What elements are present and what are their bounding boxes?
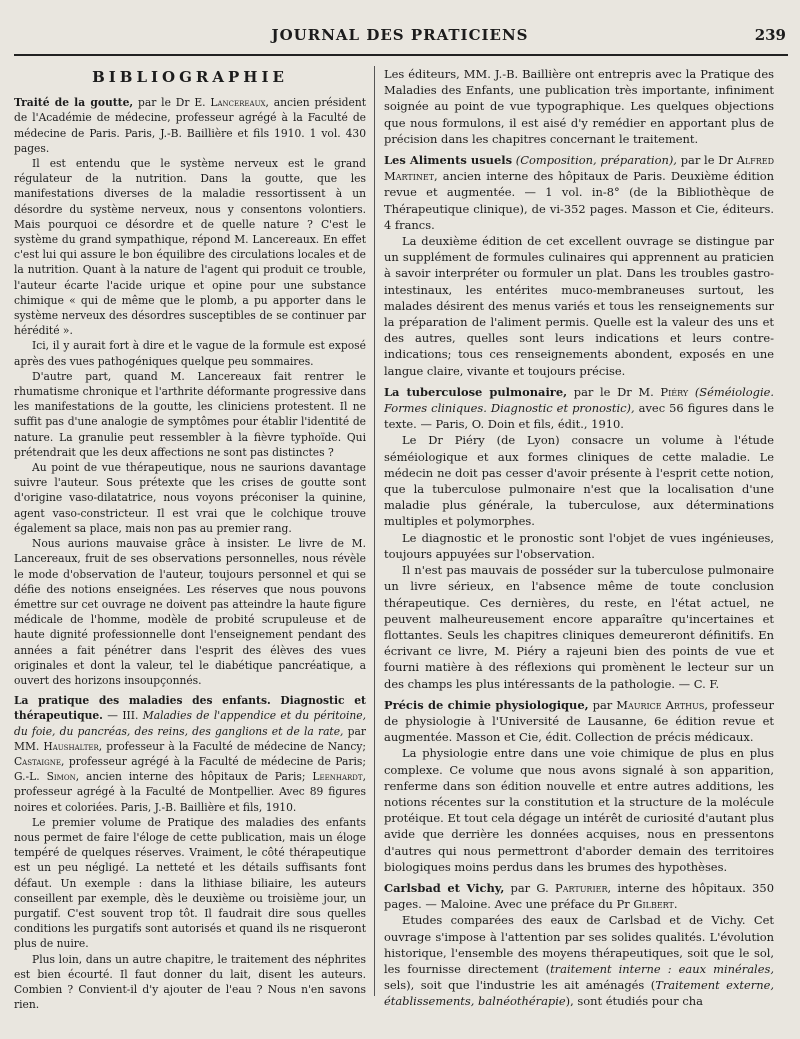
- review-paragraph: Le premier volume de Pratique des maladies des enfants nous permet de faire l'éloge de cette publication, mais un éloge tempéré de quelques réserves. Vraiment, le côté thérapeutique est un peu négligé. La netteté et les détails suffisants font défaut. Un exemple : dans la lithiase biliaire, les auteurs conseillent par exemple, dès le deuxième ou troisième jour, un purgatif. C'est souvent trop tôt. Il faudrait dire sous quelles conditions les purgatifs sont autorisés et quand ils ne risqueront plus de nuire.: [14, 815, 366, 951]
- author-name: Lancereaux,: [210, 96, 269, 110]
- review-paragraph: Il n'est pas mauvais de posséder sur la tuberculose pulmonaire un livre sérieux, en l'absence même de toute conclusion thérapeutique. Ces dernières, du reste, en l'état actuel, ne peuvent malheureusement encore apparaître qu'incertaines et flottantes. Seuls les chapitres cliniques demeureront définitifs. En écrivant ce livre, M. Piéry a rajeuni bien des points de vue et fourni matière à des réflexions qui promènent le lecteur sur un des champs les plus intéressants de la pathologie. — C. F.: [384, 563, 774, 691]
- review-paragraph: Le diagnostic et le pronostic sont l'objet de vues ingénieuses, toujours appuyées sur l'observation.: [384, 530, 774, 561]
- review-entry-heading: Carlsbad et Vichy, par G. Parturier, interne des hôpitaux. 350 pages. — Maloine. Avec une préface du Pr Gilbert.: [384, 880, 774, 912]
- review-paragraph: D'autre part, quand M. Lancereaux fait rentrer le rhumatisme chronique et l'arthrite déformante progressive dans les manifestations de la goutte, les cliniciens protestent. Il ne suffit pas d'une analogie de symptômes pour établir l'identité de nature. La granulie peut ressembler à la fièvre typhoïde. Qui prétendrait que les deux affections ne sont pas distinctes ?: [14, 369, 366, 459]
- column-separator: [374, 66, 375, 996]
- book-title: Précis de chimie physiologique,: [384, 697, 589, 712]
- author-name: Castaigne,: [14, 754, 65, 768]
- review-entry-heading: Les Aliments usuels (Composition, préparation), par le Dr Alfred Martinet, ancien interne des hôpitaux de Paris. Deuxième édition revue et augmentée. — 1 vol. in-8° (de la Bibliothèque de Thérapeutique clinique), de vi-352 pages. Masson et Cie, éditeurs. 4 francs.: [384, 153, 774, 232]
- author-name: Maurice Arthus,: [616, 697, 708, 712]
- book-title: La tuberculose pulmonaire,: [384, 384, 568, 399]
- review-paragraph: La physiologie entre dans une voie chimique de plus en plus complexe. Ce volume que nous avons signalé à son apparition, renferme dans son édition nouvelle et entre autres additions, les notions récentes sur la constitution et la structure de la molécule protéique. Et tout cela dégage un intérêt de curiosité d'autant plus avide que derrière les données acquises, nous en pressentons d'autres qui nous permettront d'aborder demain des territoires biologiques moins perdus dans les brumes des hypothèses.: [384, 746, 774, 874]
- book-subtitle: (Composition, préparation),: [512, 153, 677, 168]
- review-paragraph: Les éditeurs, MM. J.-B. Baillière ont entrepris avec la Pratique des Maladies des Enfants, une publication très importante, infiniment soignée au point de vue typographique. Les quelques objections que nous formulons, il est aisé d'y remédier en apportant plus de précision dans les chapitres concernant le traitement.: [384, 67, 774, 146]
- review-paragraph: Au point de vue thérapeutique, nous ne saurions davantage suivre l'auteur. Sous prétexte que les crises de goutte sont d'origine vaso-dilatatrice, nous voyons préconiser la quinine, agent vaso-constricteur. Il est vrai que le colchique trouve également sa place, mais non pas au premier rang.: [14, 461, 366, 535]
- author-name: Alfred Martinet,: [384, 153, 774, 184]
- header-rule: [14, 54, 788, 56]
- page-header: [14, 26, 786, 52]
- review-paragraph: Nous aurions mauvaise grâce à insister. Le livre de M. Lancereaux, fruit de ses observations personnelles, nous révèle le mode d'observation de l'auteur, toujours personnel et qui se défie des notions enseignées. Les réserves que nous pouvons émettre sur cet ouvrage ne doivent pas atteindre la haute figure médicale de l'homme, modèle de probité scrupuleuse et de haute dignité professionnelle dont l'enseignement pendant des années a fait pénétrer dans l'esprit des élèves des vues originales et dont la valeur, tel le diabétique pancréatique, a ouvert des horizons insoupçonnés.: [14, 537, 366, 687]
- book-subtitle: Maladies de l'appendice et du péritoine, du foie, du pancréas, des reins, des ganglions et de la rate,: [14, 709, 366, 738]
- review-entry-heading: La pratique des maladies des enfants. Diagnostic et thérapeutique. — III. Maladies de l'appendice et du péritoine, du foie, du pancréas, des reins, des ganglions et de la rate, par MM. Haushalter, professeur à la Faculté de médecine de Nancy; Castaigne, professeur agrégé à la Faculté de médecine de Paris; G.-L. Simon, ancien interne des hôpitaux de Paris; Leenhardt, professeur agrégé à la Faculté de Montpellier. Avec 89 figures noires et coloriées. Paris, J.-B. Baillière et fils, 1910.: [14, 694, 366, 814]
- right-column: [384, 66, 774, 1010]
- review-paragraph: Etudes comparées des eaux de Carlsbad et de Vichy. Cet ouvrage s'impose à l'attention par ses solides qualités. L'évolution historique, l'ensemble des moyens thérapeutiques, soit que le sol, les fournisse directement (traitement interne : eaux minérales, sels), soit que l'industrie les ait aménagés (Traitement externe, établissements, balnéothérapie), sont étudiés pour cha: [384, 913, 774, 1009]
- running-title: JOURNAL DES PRATICIENS: [271, 26, 529, 44]
- book-subtitle: (Séméiologie. Formes cliniques. Diagnostic et pronostic),: [384, 384, 775, 416]
- review-paragraph: Le Dr Piéry (de Lyon) consacre un volume à l'étude séméiologique et aux formes cliniques de cette maladie. Le médecin ne doit pas cesser d'avoir présente à l'esprit cette notion, que la tuberculose pulmonaire n'est que la localisation d'une maladie plus générale, la tuberculose, aux déterminations multiples et polymorphes.: [384, 433, 774, 529]
- author-name: Haushalter,: [43, 739, 103, 753]
- page-number: 239: [754, 26, 786, 44]
- review-entry-heading: Précis de chimie physiologique, par Maurice Arthus, professeur de physiologie à l'Université de Lausanne, 6e édition revue et augmentée. Masson et Cie, édit. Collection de précis médicaux.: [384, 697, 774, 745]
- review-entry-heading: La tuberculose pulmonaire, par le Dr M. Piéry (Séméiologie. Formes cliniques. Diagnostic et pronostic), avec 56 figures dans le texte. — Paris, O. Doin et fils, édit., 1910.: [384, 384, 775, 432]
- author-name: Parturier,: [555, 880, 612, 895]
- book-title: Traité de la goutte,: [14, 96, 134, 110]
- review-paragraph: Plus loin, dans un autre chapitre, le traitement des néphrites est bien écourté. Il faut donner du lait, disent les auteurs. Combien ? Convient-il d'y ajouter de l'eau ? Nous n'en savons rien.: [14, 952, 366, 1012]
- review-entry-heading: Traité de la goutte, par le Dr E. Lancereaux, ancien président de l'Académie de médecine, professeur agrégé à la Faculté de médecine de Paris. Paris, J.-B. Baillière et fils 1910. 1 vol. 430 pages.: [14, 96, 366, 155]
- left-column: [14, 66, 366, 1012]
- book-title: Les Aliments usuels: [384, 153, 513, 168]
- author-name: Leenhardt,: [312, 770, 366, 784]
- book-title: Carlsbad et Vichy,: [384, 880, 505, 895]
- author-name: Gilbert.: [633, 897, 678, 912]
- section-heading: BIBLIOGRAPHIE: [92, 68, 288, 86]
- review-paragraph: Il est entendu que le système nerveux est le grand régulateur de la nutrition. Dans la goutte, que les manifestations diverses de la maladie ressortissent à un désordre du système nerveux, nous y consentons volontiers. Mais pourquoi ce désordre et de quelle nature ? C'est le système du grand sympathique, répond M. Lancereaux. En effet c'est lui qui assure le bon équilibre des circulations locales et de la nutrition. Quant à la nature de l'agent qui produit ce trouble, l'auteur écarte l'acide urique et opine pour une substance chimique « qui de même que le plomb, a pu apporter dans le système nerveux des désordres susceptibles de se continuer par hérédité ».: [14, 157, 366, 338]
- review-paragraph: Ici, il y aurait fort à dire et le vague de la formule est exposé après des vues pathogéniques quelque peu sommaires.: [14, 339, 366, 368]
- book-title: La pratique des maladies des enfants. Diagnostic et thérapeutique.: [14, 694, 366, 723]
- author-name: Piéry: [660, 384, 689, 399]
- review-paragraph: La deuxième édition de cet excellent ouvrage se distingue par un supplément de formules culinaires qui apprennent au praticien à savoir interpréter ou formuler un plat. Dans les troubles gastro-intestinaux, les entérites muco-membraneuses surtout, les malades désirent des menus variés et tous les renseignements sur la préparation de l'aliment permis. Quelle est la valeur des uns et des autres, quelles sont leurs indications et leurs contre-indications; tous ces renseignements abondent, exposés en une langue claire, vivante et toujours précise.: [384, 234, 774, 378]
- author-name: Simon,: [46, 770, 80, 784]
